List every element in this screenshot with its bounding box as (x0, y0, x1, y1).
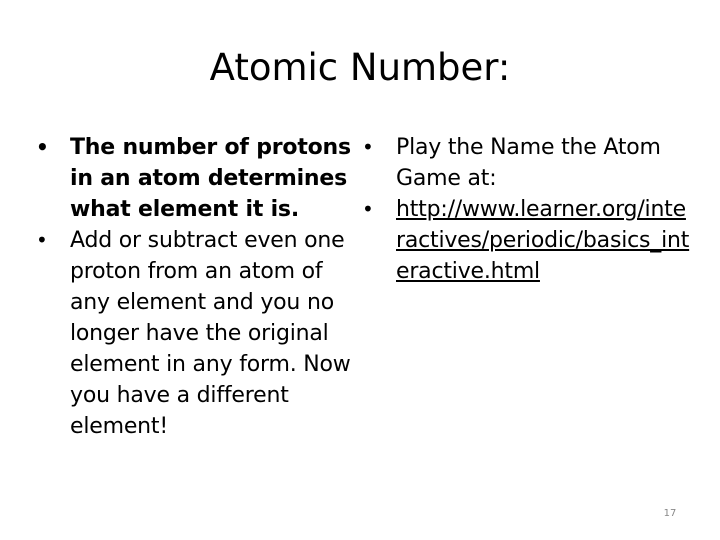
page-number: 17 (663, 508, 677, 519)
right-column (362, 132, 692, 287)
bullet-icon: • (362, 197, 374, 221)
bullet-item (362, 194, 692, 287)
bullet-item (362, 132, 692, 194)
bullet-text: The number of protons in an atom determines what element it is. (70, 135, 351, 222)
bullet-icon: • (36, 228, 48, 252)
left-column (36, 132, 366, 442)
bullet-item (36, 132, 366, 225)
game-link[interactable]: http://www.learner.org/interactives/periodic/basics_interactive.html (396, 197, 690, 284)
bullet-text: Add or subtract even one proton from an atom of any element and you no longer have the original element in any form. Now you have a different element! (70, 228, 351, 439)
bullet-icon: • (36, 135, 49, 159)
bullet-text: Play the Name the Atom Game at: (396, 135, 661, 191)
bullet-icon: • (362, 135, 374, 159)
slide-title: Atomic Number: (209, 46, 511, 89)
bullet-item (36, 225, 366, 442)
